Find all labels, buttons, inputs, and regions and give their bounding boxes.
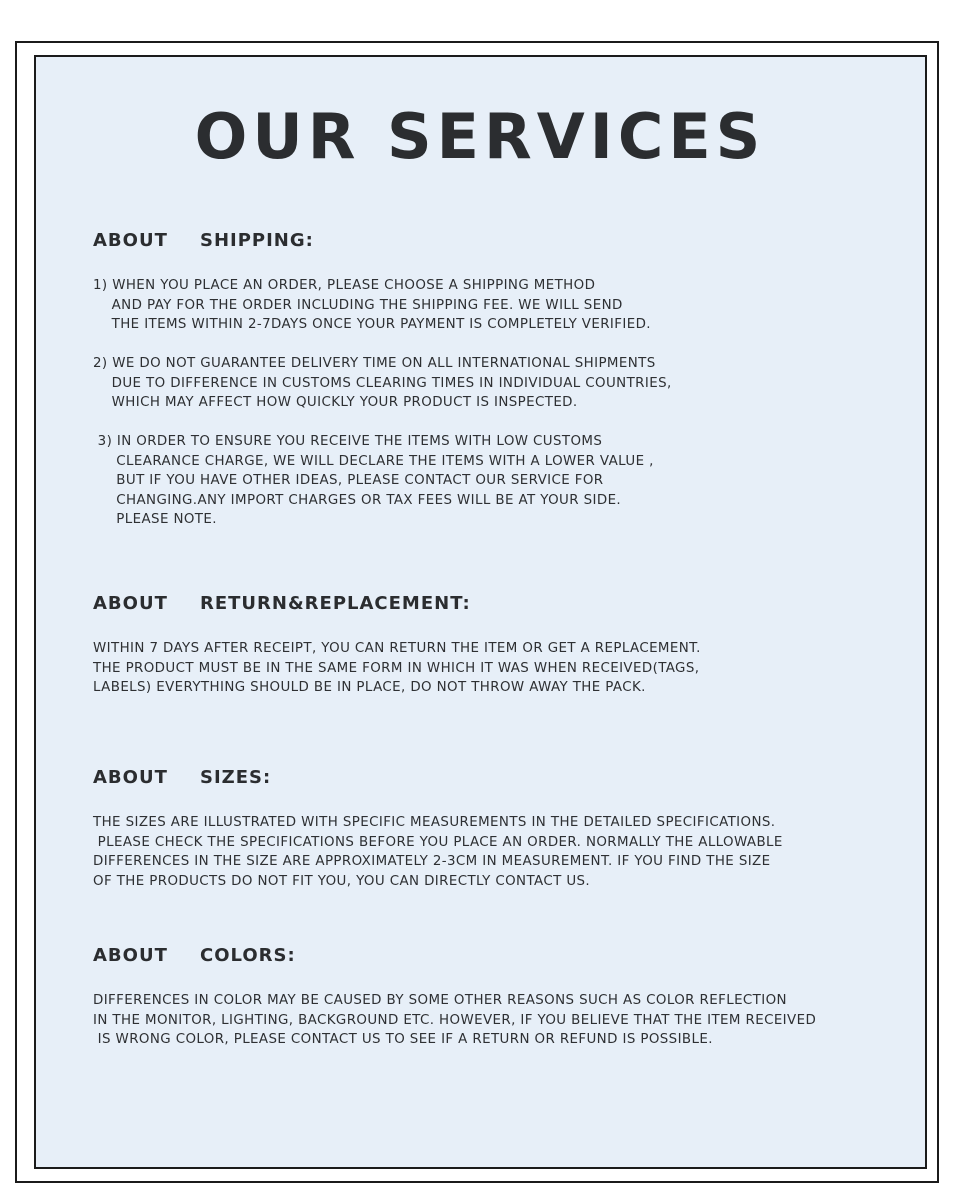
text-line: PLEASE NOTE. — [93, 512, 217, 528]
section-heading-colors — [93, 944, 296, 968]
colors-paragraph — [93, 991, 816, 1050]
heading-label: ABOUT — [93, 593, 168, 614]
return-paragraph — [93, 639, 701, 698]
shipping-paragraph-2 — [93, 354, 672, 413]
text-line: CHANGING.ANY IMPORT CHARGES OR TAX FEES WILL BE AT YOUR SIDE. — [93, 492, 622, 508]
text-line: THE ITEMS WITHIN 2-7DAYS ONCE YOUR PAYMENT IS COMPLETELY VERIFIED. — [93, 317, 651, 333]
text-line: LABELS) EVERYTHING SHOULD BE IN PLACE, DO NOT THROW AWAY THE PACK. — [93, 680, 646, 696]
text-line: DUE TO DIFFERENCE IN CUSTOMS CLEARING TIMES IN INDIVIDUAL COUNTRIES, — [93, 375, 672, 391]
heading-topic: RETURN&REPLACEMENT: — [200, 593, 471, 614]
section-heading-return-replacement — [93, 592, 471, 616]
text-line: OF THE PRODUCTS DO NOT FIT YOU, YOU CAN DIRECTLY CONTACT US. — [93, 873, 591, 889]
text-line: WHICH MAY AFFECT HOW QUICKLY YOUR PRODUCT IS INSPECTED. — [93, 395, 578, 411]
sizes-paragraph — [93, 813, 783, 891]
shipping-paragraph-3 — [93, 432, 654, 530]
text-line: 3) IN ORDER TO ENSURE YOU RECEIVE THE ITEMS WITH LOW CUSTOMS — [93, 434, 603, 449]
heading-topic: COLORS: — [200, 945, 296, 966]
heading-label: ABOUT — [93, 767, 168, 788]
text-line: PLEASE CHECK THE SPECIFICATIONS BEFORE YOU PLACE AN ORDER. NORMALLY THE ALLOWABLE — [93, 834, 783, 850]
text-line: IN THE MONITOR, LIGHTING, BACKGROUND ETC. HOWEVER, IF YOU BELIEVE THAT THE ITEM RECEIVED — [93, 1012, 817, 1028]
heading-label: ABOUT — [93, 945, 168, 966]
text-line: THE SIZES ARE ILLUSTRATED WITH SPECIFIC MEASUREMENTS IN THE DETAILED SPECIFICATIONS. — [93, 815, 776, 830]
text-line: BUT IF YOU HAVE OTHER IDEAS, PLEASE CONTACT OUR SERVICE FOR — [93, 473, 604, 489]
heading-topic: SHIPPING: — [200, 230, 314, 251]
text-line: DIFFERENCES IN COLOR MAY BE CAUSED BY SOME OTHER REASONS SUCH AS COLOR REFLECTION — [93, 993, 787, 1008]
text-line: DIFFERENCES IN THE SIZE ARE APPROXIMATELY 2-3CM IN MEASUREMENT. IF YOU FIND THE SIZE — [93, 854, 771, 870]
heading-topic: SIZES: — [200, 767, 272, 788]
text-line: 1) WHEN YOU PLACE AN ORDER, PLEASE CHOOSE A SHIPPING METHOD — [93, 278, 596, 293]
section-heading-sizes — [93, 766, 271, 790]
heading-label: ABOUT — [93, 230, 168, 251]
text-line: IS WRONG COLOR, PLEASE CONTACT US TO SEE IF A RETURN OR REFUND IS POSSIBLE. — [93, 1032, 713, 1048]
text-line: 2) WE DO NOT GUARANTEE DELIVERY TIME ON ALL INTERNATIONAL SHIPMENTS — [93, 356, 656, 371]
text-line: THE PRODUCT MUST BE IN THE SAME FORM IN WHICH IT WAS WHEN RECEIVED(TAGS, — [93, 660, 700, 676]
shipping-paragraph-1 — [93, 276, 651, 335]
text-line: WITHIN 7 DAYS AFTER RECEIPT, YOU CAN RETURN THE ITEM OR GET A REPLACEMENT. — [93, 641, 701, 656]
page-title: OUR SERVICES — [194, 100, 766, 173]
text-line: AND PAY FOR THE ORDER INCLUDING THE SHIPPING FEE. WE WILL SEND — [93, 297, 623, 313]
text-line: CLEARANCE CHARGE, WE WILL DECLARE THE ITEMS WITH A LOWER VALUE , — [93, 453, 654, 469]
section-heading-shipping — [93, 229, 314, 253]
